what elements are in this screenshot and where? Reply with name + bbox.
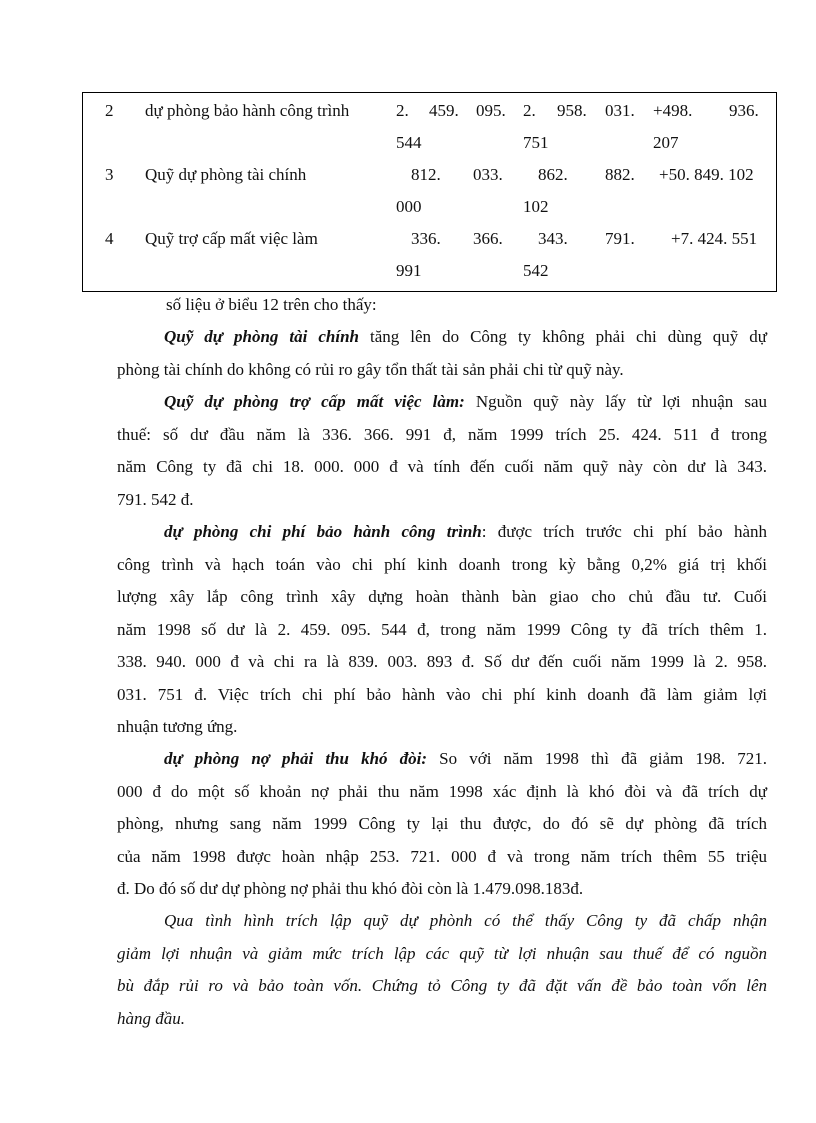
- cell-change: +498.: [653, 101, 693, 120]
- row-name: dự phòng bảo hành công trình: [145, 101, 350, 120]
- cell-end: 882.: [605, 165, 635, 184]
- cell-change: +50. 849. 102: [659, 165, 754, 184]
- row-number: 2: [105, 101, 114, 120]
- paragraph-warranty-reserve: dự phòng chi phí bảo hành công trình: được trích trước chi phí bảo hành công trình và hạch toán vào chi phí kinh doanh trong kỳ bằng 0,2% giá trị khối lượng xây lắp công trình xây dựng hoàn thành bàn giao cho chủ đầu tư. Cuối năm 1998 số dư là 2. 459. 095. 544 đ, trong năm 1999 Công ty đã trích thêm 1. 338. 940. 000 đ và chi ra là 839. 003. 893 đ. Số dư đến cuối năm 1999 là 2. 958. 031. 751 đ. Việc trích chi phí bảo hành vào chi phí kinh doanh đã làm giảm lợi nhuận tương ứng.: [117, 522, 767, 736]
- cell-begin-cont: 544: [396, 133, 422, 152]
- paragraph-lead: dự phòng chi phí bảo hành công trình: [164, 522, 482, 541]
- cell-end: 343.: [538, 229, 568, 248]
- paragraph-conclusion: Qua tình hình trích lập quỹ dự phònh có thể thấy Công ty đã chấp nhận giảm lợi nhuận và giảm mức trích lập các quỹ từ lợi nhuận sau thuế để có nguồn bù đắp rủi ro và bảo toàn vốn. Chứng tỏ Công ty đã đặt vấn đề bảo toàn vốn lên hàng đầu.: [117, 911, 767, 1028]
- cell-end: 031.: [605, 101, 635, 120]
- cell-change-cont: 207: [653, 133, 679, 152]
- paragraph-lead: Quỹ dự phòng tài chính: [164, 327, 359, 346]
- paragraph-bad-debt-reserve: dự phòng nợ phải thu khó đòi: So với năm 1998 thì đã giảm 198. 721. 000 đ do một số khoản nợ phải thu năm 1998 xác định là khó đòi và đã trích dự phòng, nhưng sang năm 1999 Công ty lại thu được, do đó sẽ dự phòng đã trích của năm 1998 được hoàn nhập 253. 721. 000 đ và trong năm trích thêm 55 triệu đ. Do đó số dư dự phòng nợ phải thu khó đòi còn là 1.479.098.183đ.: [117, 749, 768, 898]
- cell-begin: 812.: [411, 165, 441, 184]
- cell-change: 936.: [729, 101, 759, 120]
- row-number: 3: [105, 165, 114, 184]
- cell-end-cont: 751: [523, 133, 549, 152]
- cell-end: 791.: [605, 229, 635, 248]
- paragraph-lead: dự phòng nợ phải thu khó đòi:: [164, 749, 428, 768]
- paragraph-lead: Quỹ dự phòng trợ cấp mất việc làm:: [164, 392, 465, 411]
- cell-end-cont: 102: [523, 197, 549, 216]
- cell-begin: 095.: [476, 101, 506, 120]
- row-number: 4: [105, 229, 114, 248]
- cell-end: 2.: [523, 101, 536, 120]
- fund-table: [82, 92, 777, 292]
- cell-change: +7. 424. 551: [671, 229, 758, 248]
- intro-text: số liệu ở biểu 12 trên cho thấy:: [166, 295, 377, 314]
- cell-begin: 033.: [473, 165, 503, 184]
- row-name: Quỹ trợ cấp mất việc làm: [145, 229, 318, 248]
- paragraph-financial-reserve: Quỹ dự phòng tài chính tăng lên do Công ty không phải chi dùng quỹ dự phòng tài chính do không có rủi ro gây tổn thất tài sản phải chi từ quỹ này.: [117, 327, 767, 379]
- cell-begin: 459.: [429, 101, 459, 120]
- cell-begin: 2.: [396, 101, 409, 120]
- cell-begin-cont: 000: [396, 197, 422, 216]
- cell-begin: 336.: [411, 229, 441, 248]
- cell-end-cont: 542: [523, 261, 549, 280]
- paragraph-severance-fund: Quỹ dự phòng trợ cấp mất việc làm: Nguồn quỹ này lấy từ lợi nhuận sau thuế: số dư đầu năm là 336. 366. 991 đ, năm 1999 trích 25. 424. 511 đ trong năm Công ty đã chi 18. 000. 000 đ và tính đến cuối năm quỹ này còn dư là 343. 791. 542 đ.: [117, 392, 768, 509]
- cell-end: 862.: [538, 165, 568, 184]
- cell-end: 958.: [557, 101, 587, 120]
- row-name: Quỹ dự phòng tài chính: [145, 165, 307, 184]
- cell-begin-cont: 991: [396, 261, 422, 280]
- cell-begin: 366.: [473, 229, 503, 248]
